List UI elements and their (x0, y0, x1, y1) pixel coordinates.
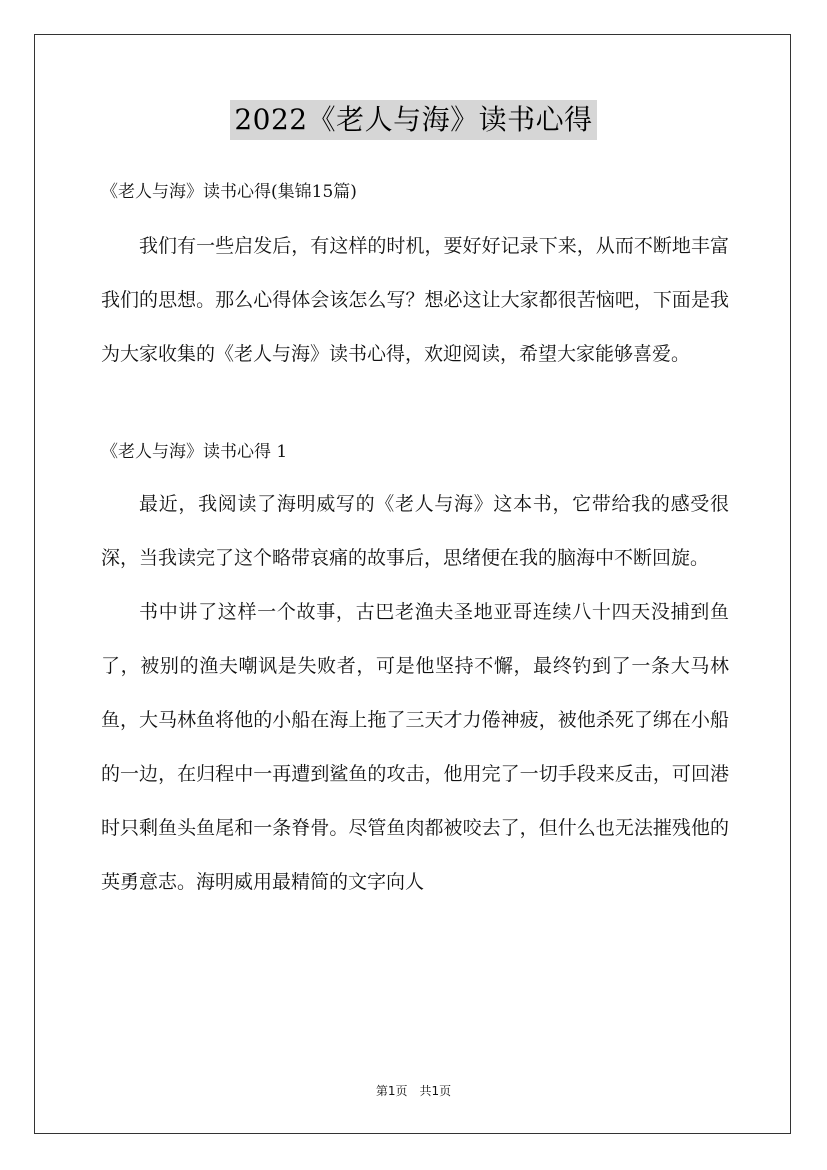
title-container (0, 100, 827, 140)
intro-paragraph: 我们有一些启发后，有这样的时机，要好好记录下来，从而不断地丰富我们的思想。那么心得体会该怎么写？想必这让大家都很苦恼吧，下面是我为大家收集的《老人与海》读书心得，欢迎阅读，希望大家能够喜爱。 (101, 235, 729, 365)
document-body (101, 175, 729, 909)
section-heading: 《老人与海》读书心得 1 (101, 442, 288, 462)
body-paragraph: 最近，我阅读了海明威写的《老人与海》这本书，它带给我的感受很深，当我读完了这个略带哀痛的故事后，思绪便在我的脑海中不断回旋。 (101, 493, 729, 569)
body-paragraph: 书中讲了这样一个故事，古巴老渔夫圣地亚哥连续八十四天没捕到鱼了，被别的渔夫嘲讽是失败者，可是他坚持不懈，最终钓到了一条大马林鱼，大马林鱼将他的小船在海上拖了三天才力倦神疲，被他杀死了绑在小船的一边，在归程中一再遭到鲨鱼的攻击，他用完了一切手段来反击，可回港时只剩鱼头鱼尾和一条脊骨。尽管鱼肉都被咬去了，但什么也无法摧残他的英勇意志。海明威用最精简的文字向人 (101, 601, 729, 893)
page-footer: 第1页 共1页 (375, 1084, 452, 1098)
document-title: 2022《老人与海》读书心得 (230, 100, 596, 140)
document-subtitle: 《老人与海》读书心得(集锦15篇) (101, 182, 357, 202)
